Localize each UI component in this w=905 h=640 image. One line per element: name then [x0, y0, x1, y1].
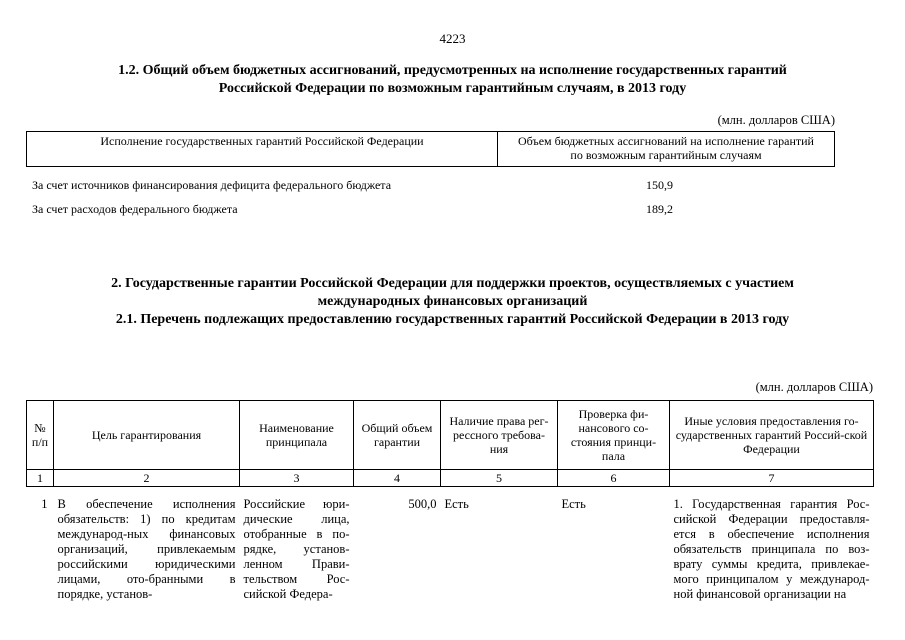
assignments-row-2-value: 189,2 [646, 202, 673, 216]
column-number: 1 [27, 470, 54, 487]
row-purpose: В обеспечение исполнения обязательств: 1) по кредитам международ-ных финансовых организаций, привлекаемым российскими юридическими лицами, ото-бранными в порядке, установ- [57, 497, 236, 601]
section-1-2-title-line2: Российской Федерации по возможным гарантийным случаям, в 2013 году [218, 81, 687, 96]
header-amount: Общий объем гарантии [354, 401, 441, 470]
assignments-table [26, 131, 835, 167]
units-label-2: (млн. долларов США) [755, 380, 873, 394]
row-principal: Российские юри-дические лица, отобранные в по-рядке, установ-ленном Прави-тельством Рос-сийской Федера- [243, 497, 350, 601]
section-2-1-subtitle: 2.1. Перечень подлежащих предоставлению государственных гарантий Российской Федерации в 2013 году [115, 312, 790, 327]
page-number: 4223 [439, 31, 466, 46]
column-number: 4 [354, 470, 441, 487]
header-check: Проверка фи-нансового со-стояния принци-пала [558, 401, 670, 470]
section-2-title [40, 275, 865, 311]
header-recourse: Наличие права рег-рессного требова-ния [441, 401, 558, 470]
header-conditions: Иные условия предоставления го-сударственных гарантий Россий-ской Федерации [670, 401, 874, 470]
assignments-row-2-label: За счет расходов федерального бюджета [32, 202, 238, 216]
row-check: Есть [561, 497, 586, 511]
assignments-col2-header-line2: по возможным гарантийным случаям [570, 148, 762, 162]
section-2-title-line2: международных финансовых организаций [317, 294, 588, 309]
column-number: 7 [670, 470, 874, 487]
column-number: 5 [441, 470, 558, 487]
row-recourse: Есть [444, 497, 469, 511]
header-principal: Наименование принципала [240, 401, 354, 470]
assignments-header-row [27, 132, 835, 167]
assignments-col1-header: Исполнение государственных гарантий Российской Федерации [27, 132, 498, 167]
column-number: 6 [558, 470, 670, 487]
column-number: 2 [54, 470, 240, 487]
units-label-1: (млн. долларов США) [717, 113, 835, 127]
section-2-title-line1: 2. Государственные гарантии Российской Федерации для поддержки проектов, осуществляемых с участием [111, 276, 794, 291]
guarantees-column-numbers-row [27, 470, 874, 487]
header-num: № п/п [27, 401, 54, 470]
guarantees-table [26, 400, 874, 602]
assignments-col2-header [498, 132, 835, 167]
header-purpose: Цель гарантирования [54, 401, 240, 470]
row-amount: 500,0 [408, 497, 437, 511]
guarantees-header-row [27, 401, 874, 470]
table-row [27, 487, 874, 603]
row-conditions: 1. Государственная гарантия Рос-сийской Федерации предоставля-ется в обеспечение исполнения обязательств принципала по воз-врату суммы кредита, привлекае-мого принципалом у международ-ной финансовой организации на [673, 497, 870, 601]
row-num: 1 [41, 497, 48, 511]
section-1-2-title-line1: 1.2. Общий объем бюджетных ассигнований, предусмотренных на исполнение государственных гарантий [118, 63, 787, 78]
assignments-row-1-value: 150,9 [646, 178, 673, 192]
assignments-col2-header-line1: Объем бюджетных ассигнований на исполнение гарантий [518, 134, 814, 148]
assignments-row-1-label: За счет источников финансирования дефицита федерального бюджета [32, 178, 392, 192]
column-number: 3 [240, 470, 354, 487]
section-1-2-title [40, 62, 865, 98]
